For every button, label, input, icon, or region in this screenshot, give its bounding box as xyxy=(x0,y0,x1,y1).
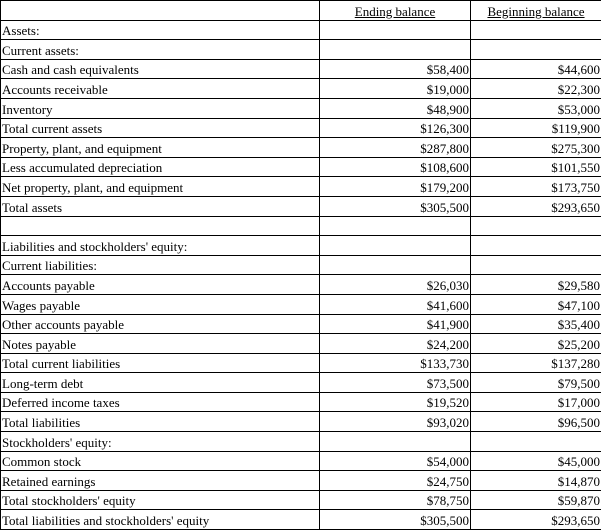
table-row xyxy=(1,236,601,256)
header-label-cell xyxy=(1,1,320,21)
ending-balance-value: $93,020 xyxy=(320,412,471,432)
row-label xyxy=(1,216,320,236)
row-label: Current assets: xyxy=(1,40,320,60)
row-label: Total liabilities and stockholders' equity xyxy=(1,510,320,530)
table-row xyxy=(1,177,601,197)
table-row xyxy=(1,40,601,60)
ending-balance-value: $108,600 xyxy=(320,157,471,177)
beginning-balance-value: $275,300 xyxy=(471,138,601,158)
beginning-balance-value xyxy=(471,20,601,40)
header-row xyxy=(1,1,601,21)
ending-balance-value: $26,030 xyxy=(320,275,471,295)
row-label: Total stockholders' equity xyxy=(1,490,320,510)
table-row xyxy=(1,275,601,295)
row-label: Less accumulated depreciation xyxy=(1,157,320,177)
ending-balance-value: $41,600 xyxy=(320,294,471,314)
ending-balance-value: $19,000 xyxy=(320,79,471,99)
beginning-balance-value: $101,550 xyxy=(471,157,601,177)
ending-balance-value xyxy=(320,40,471,60)
ending-balance-value: $78,750 xyxy=(320,490,471,510)
ending-balance-value: $126,300 xyxy=(320,118,471,138)
table-row xyxy=(1,157,601,177)
beginning-balance-value: $45,000 xyxy=(471,451,601,471)
beginning-balance-value: $173,750 xyxy=(471,177,601,197)
row-label: Long-term debt xyxy=(1,373,320,393)
table-row xyxy=(1,471,601,491)
ending-balance-value: $24,200 xyxy=(320,334,471,354)
ending-balance-value: $19,520 xyxy=(320,392,471,412)
row-label: Current liabilities: xyxy=(1,255,320,275)
table-row xyxy=(1,216,601,236)
row-label: Cash and cash equivalents xyxy=(1,59,320,79)
ending-balance-value: $179,200 xyxy=(320,177,471,197)
table-row xyxy=(1,59,601,79)
ending-balance-value: $305,500 xyxy=(320,510,471,530)
table-row xyxy=(1,353,601,373)
beginning-balance-value: $59,870 xyxy=(471,490,601,510)
ending-balance-value xyxy=(320,236,471,256)
table-row xyxy=(1,196,601,216)
row-label: Wages payable xyxy=(1,294,320,314)
table-row xyxy=(1,255,601,275)
beginning-balance-value: $293,650 xyxy=(471,196,601,216)
ending-balance-value: $73,500 xyxy=(320,373,471,393)
row-label: Total assets xyxy=(1,196,320,216)
ending-balance-value xyxy=(320,255,471,275)
row-label: Deferred income taxes xyxy=(1,392,320,412)
beginning-balance-value: $35,400 xyxy=(471,314,601,334)
table-row xyxy=(1,118,601,138)
table-row xyxy=(1,490,601,510)
table-row xyxy=(1,20,601,40)
beginning-balance-value: $79,500 xyxy=(471,373,601,393)
beginning-balance-value xyxy=(471,40,601,60)
table-row xyxy=(1,294,601,314)
beginning-balance-value: $293,650 xyxy=(471,510,601,530)
table-row xyxy=(1,451,601,471)
row-label: Total current liabilities xyxy=(1,353,320,373)
beginning-balance-value: $119,900 xyxy=(471,118,601,138)
row-label: Total current assets xyxy=(1,118,320,138)
beginning-balance-value: $25,200 xyxy=(471,334,601,354)
ending-balance-value xyxy=(320,432,471,452)
ending-balance-value: $41,900 xyxy=(320,314,471,334)
row-label: Other accounts payable xyxy=(1,314,320,334)
beginning-balance-value: $22,300 xyxy=(471,79,601,99)
beginning-balance-value: $29,580 xyxy=(471,275,601,295)
ending-balance-value: $305,500 xyxy=(320,196,471,216)
beginning-balance-value xyxy=(471,255,601,275)
ending-balance-value: $24,750 xyxy=(320,471,471,491)
ending-balance-value: $133,730 xyxy=(320,353,471,373)
ending-balance-value xyxy=(320,20,471,40)
table-row xyxy=(1,138,601,158)
beginning-balance-value: $17,000 xyxy=(471,392,601,412)
row-label: Accounts receivable xyxy=(1,79,320,99)
row-label: Notes payable xyxy=(1,334,320,354)
table-row xyxy=(1,373,601,393)
ending-balance-heading: Ending balance xyxy=(354,3,436,19)
row-label: Common stock xyxy=(1,451,320,471)
ending-balance-value: $58,400 xyxy=(320,59,471,79)
table-row xyxy=(1,510,601,530)
row-label: Net property, plant, and equipment xyxy=(1,177,320,197)
row-label: Liabilities and stockholders' equity: xyxy=(1,236,320,256)
beginning-balance-value xyxy=(471,216,601,236)
ending-balance-value: $48,900 xyxy=(320,98,471,118)
beginning-balance-value: $53,000 xyxy=(471,98,601,118)
row-label: Retained earnings xyxy=(1,471,320,491)
row-label: Stockholders' equity: xyxy=(1,432,320,452)
table-row xyxy=(1,412,601,432)
table-row xyxy=(1,98,601,118)
beginning-balance-value: $44,600 xyxy=(471,59,601,79)
row-label: Inventory xyxy=(1,98,320,118)
beginning-balance-value: $96,500 xyxy=(471,412,601,432)
beginning-balance-value: $47,100 xyxy=(471,294,601,314)
row-label: Property, plant, and equipment xyxy=(1,138,320,158)
ending-balance-value xyxy=(320,216,471,236)
table-row xyxy=(1,392,601,412)
row-label: Total liabilities xyxy=(1,412,320,432)
header-ending-balance xyxy=(320,1,471,21)
beginning-balance-value xyxy=(471,236,601,256)
header-beginning-balance xyxy=(471,1,601,21)
table-row xyxy=(1,432,601,452)
beginning-balance-heading: Beginning balance xyxy=(487,3,585,19)
row-label: Accounts payable xyxy=(1,275,320,295)
table-row xyxy=(1,79,601,99)
table-row xyxy=(1,314,601,334)
beginning-balance-value: $137,280 xyxy=(471,353,601,373)
table-row xyxy=(1,334,601,354)
beginning-balance-value xyxy=(471,432,601,452)
row-label: Assets: xyxy=(1,20,320,40)
ending-balance-value: $287,800 xyxy=(320,138,471,158)
beginning-balance-value: $14,870 xyxy=(471,471,601,491)
ending-balance-value: $54,000 xyxy=(320,451,471,471)
